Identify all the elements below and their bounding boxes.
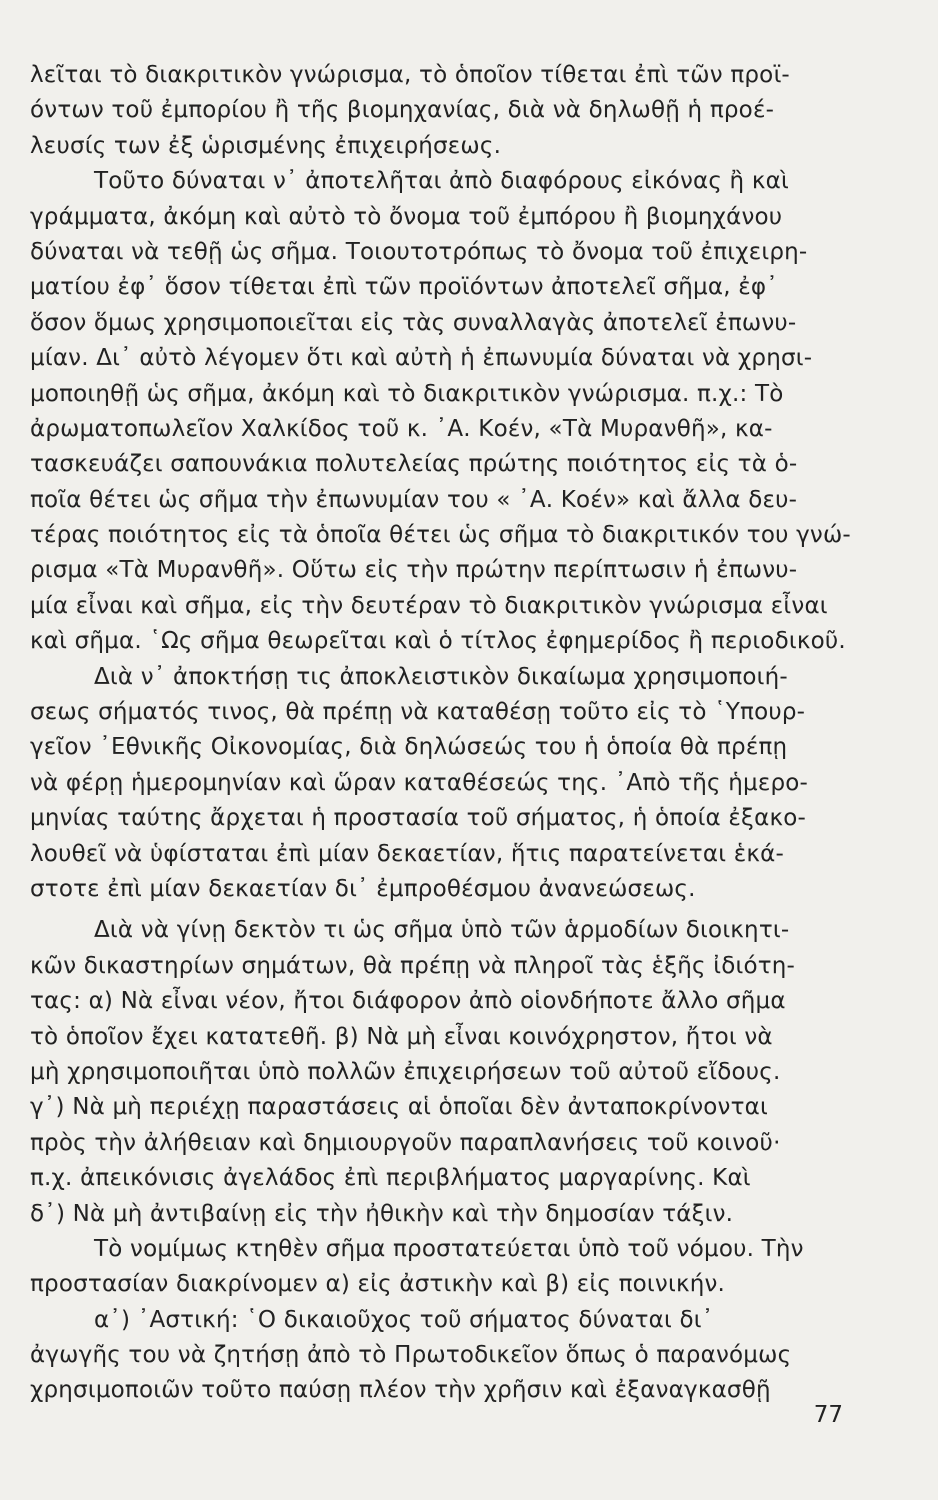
text-line: μοποιηθῇ ὡς σῆμα, ἀκόμη καὶ τὸ διακριτικὸν γνώρισμα. π.χ.: Τὸ [30, 380, 784, 407]
text-line: δ᾿) Νὰ μὴ ἀντιβαίνῃ εἰς τὴν ἠθικὴν καὶ τὴν δημοσίαν τάξιν. [30, 1200, 734, 1227]
text-line: λουθεῖ νὰ ὑφίσταται ἐπὶ μίαν δεκαετίαν, ἥτις παρατείνεται ἑκά- [30, 840, 784, 867]
text-line: α᾿) ᾿Αστική: ῾Ο δικαιοῦχος τοῦ σήματος δύναται δι᾿ [94, 1306, 714, 1333]
text-line: γεῖον ᾿Εθνικῆς Οἰκονομίας, διὰ δηλώσεώς του ἡ ὁποία θὰ πρέπῃ [30, 734, 788, 761]
text-line: Διὰ νὰ γίνῃ δεκτὸν τι ὡς σῆμα ὑπὸ τῶν ἁρμοδίων διοικητι- [94, 917, 790, 944]
text-line: Διὰ ν᾿ ἀποκτήσῃ τις ἀποκλειστικὸν δικαίωμα χρησιμοποιή- [94, 663, 788, 690]
text-line: λεῖται τὸ διακριτικὸν γνώρισμα, τὸ ὁποῖον τίθεται ἐπὶ τῶν προϊ- [30, 62, 790, 88]
text-line: πρὸς τὴν ἀλήθειαν καὶ δημιουργοῦν παραπλανήσεις τοῦ κοινοῦ· [30, 1129, 781, 1156]
text-line: ἀρωματοπωλεῖον Χαλκίδος τοῦ κ. ᾿Α. Κοέν, «Τὰ Μυρανθῆ», κα- [30, 415, 773, 442]
text-line: τὸ ὁποῖον ἔχει κατατεθῆ. β) Νὰ μὴ εἶναι κοινόχρηστον, ἤτοι νὰ [30, 1023, 773, 1050]
text-line: τασκευάζει σαπουνάκια πολυτελείας πρώτης ποιότητος εἰς τὰ ὁ- [30, 451, 798, 478]
text-line: μὴ χρησιμοποιῆται ὑπὸ πολλῶν ἐπιχειρήσεων τοῦ αὐτοῦ εἴδους. [30, 1058, 781, 1085]
text-line: στοτε ἐπὶ μίαν δεκαετίαν δι᾿ ἐμπροθέσμου ἀνανεώσεως. [30, 875, 696, 902]
text-line: προστασίαν διακρίνομεν α) εἰς ἀστικὴν καὶ β) εἰς ποινικήν. [30, 1271, 726, 1298]
text-line: γ᾿) Νὰ μὴ περιέχῃ παραστάσεις αἱ ὁποῖαι δὲν ἀνταποκρίνονται [30, 1094, 768, 1121]
text-line: ἀγωγῆς του νὰ ζητήσῃ ἀπὸ τὸ Πρωτοδικεῖον ὅπως ὁ παρανόμως [30, 1342, 792, 1369]
body-text [30, 58, 860, 1409]
page-number: 77 [813, 1402, 843, 1428]
text-line: νὰ φέρῃ ἡμερομηνίαν καὶ ὥραν καταθέσεώς της. ᾿Απὸ τῆς ἡμερο- [30, 769, 809, 796]
text-line: π.χ. ἀπεικόνισις ἀγελάδος ἐπὶ περιβλήματος μαργαρίνης. Καὶ [30, 1165, 751, 1192]
text-line: σεως σήματός τινος, θὰ πρέπῃ νὰ καταθέσῃ τοῦτο εἰς τὸ ῾Υπουρ- [30, 699, 806, 726]
text-line: ὅσον ὅμως χρησιμοποιεῖται εἰς τὰς συναλλαγὰς ἀποτελεῖ ἐπωνυ- [30, 309, 797, 336]
text-line: κῶν δικαστηρίων σημάτων, θὰ πρέπῃ νὰ πληροῖ τὰς ἑξῆς ἰδιότη- [30, 952, 796, 979]
text-line: ρισμα «Τὰ Μυρανθῆ». Οὕτω εἰς τὴν πρώτην περίπτωσιν ἡ ἐπωνυ- [30, 557, 798, 584]
text-line: δύναται νὰ τεθῇ ὡς σῆμα. Τοιουτοτρόπως τὸ ὄνομα τοῦ ἐπιχειρη- [30, 238, 808, 265]
text-line: Τοῦτο δύναται ν᾿ ἀποτελῆται ἀπὸ διαφόρους εἰκόνας ἢ καὶ [94, 168, 789, 195]
text-line: μίαν. Δι᾿ αὐτὸ λέγομεν ὅτι καὶ αὐτὴ ἡ ἐπωνυμία δύναται νὰ χρησι- [30, 345, 813, 372]
text-line: μία εἶναι καὶ σῆμα, εἰς τὴν δευτέραν τὸ διακριτικὸν γνώρισμα εἶναι [30, 592, 828, 619]
text-line: λευσίς των ἐξ ὡρισμένης ἐπιχειρήσεως. [30, 132, 502, 159]
text-line: γράμματα, ἀκόμη καὶ αὐτὸ τὸ ὄνομα τοῦ ἐμπόρου ἢ βιομηχάνου [30, 203, 783, 230]
text-line: καὶ σῆμα. ῾Ως σῆμα θεωρεῖται καὶ ὁ τίτλος ἐφημερίδος ἢ περιοδικοῦ. [30, 628, 846, 655]
text-line: ποῖα θέτει ὡς σῆμα τὴν ἐπωνυμίαν του « ᾿Α. Κοέν» καὶ ἄλλα δευ- [30, 486, 798, 513]
text-line: όντων τοῦ ἐμπορίου ἢ τῆς βιομηχανίας, διὰ νὰ δηλωθῇ ἡ προέ- [30, 97, 775, 124]
text-line: ματίου ἐφ᾿ ὅσον τίθεται ἐπὶ τῶν προϊόντων ἀποτελεῖ σῆμα, ἐφ᾿ [30, 274, 778, 301]
text-line: μηνίας ταύτης ἄρχεται ἡ προστασία τοῦ σήματος, ἡ ὁποία ἐξακο- [30, 805, 806, 832]
text-line: τας: α) Νὰ εἶναι νέον, ἤτοι διάφορον ἀπὸ οἱονδήποτε ἄλλο σῆμα [30, 988, 786, 1015]
text-line: χρησιμοποιῶν τοῦτο παύσῃ πλέον τὴν χρῆσιν καὶ ἐξαναγκασθῇ [30, 1377, 771, 1404]
text-line: τέρας ποιότητος εἰς τὰ ὁποῖα θέτει ὡς σῆμα τὸ διακριτικόν του γνώ- [30, 522, 851, 549]
text-line: Τὸ νομίμως κτηθὲν σῆμα προστατεύεται ὑπὸ τοῦ νόμου. Τὴν [94, 1235, 804, 1262]
